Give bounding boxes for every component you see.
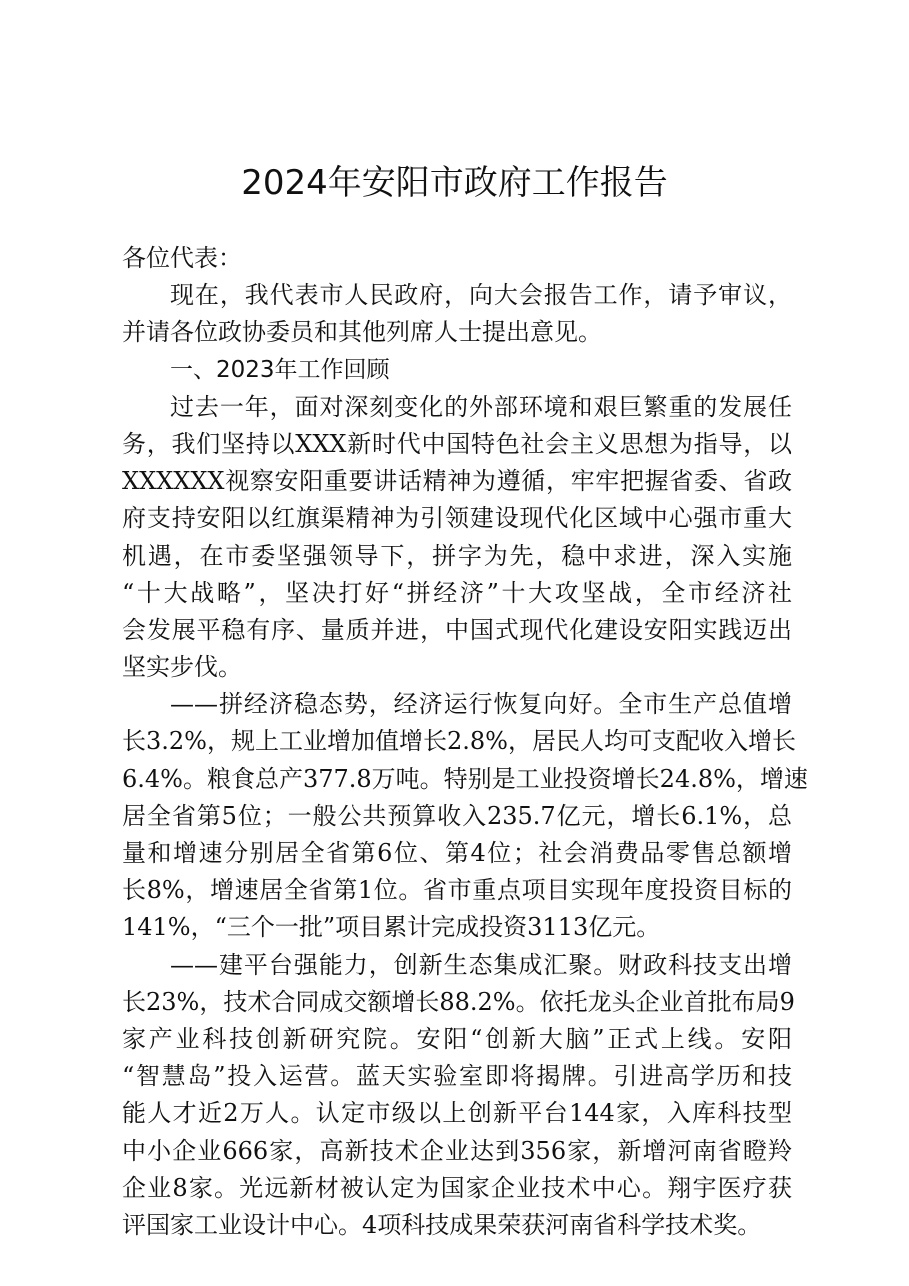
paragraph-line: 141%，“三个一批”项目累计完成投资3113亿元。 (122, 913, 661, 942)
paragraph-line: 量和增速分别居全省第6位、第4位；社会消费品零售总额增 (122, 839, 792, 867)
paragraph-line: 过去一年，面对深刻变化的外部环境和艰巨繁重的发展任 (170, 392, 792, 421)
paragraph-line: 现在，我代表市人民政府，向大会报告工作，请予审议， (170, 281, 792, 310)
paragraph-line: ——拼经济稳态势，经济运行恢复向好。全市生产总值增 (170, 690, 792, 719)
paragraph-line: 评国家工业设计中心。4项科技成果荣获河南省科学技术奖。 (122, 1210, 762, 1239)
paragraph-line: 机遇，在市委坚强领导下，拼字为先，稳中求进，深入实施 (122, 541, 792, 570)
salutation-line: 各位代表： (122, 244, 242, 272)
paragraph-line: XXXXXX视察安阳重要讲话精神为遵循，牢牢把握省委、省政 (122, 467, 792, 496)
paragraph-line: ——建平台强能力，创新生态集成汇聚。财政科技支出增 (170, 950, 792, 979)
paragraph-line: 企业8家。光远新材被认定为国家企业技术中心。翔宇医疗获 (122, 1173, 792, 1202)
paragraph-line: 府支持安阳以红旗渠精神为引领建设现代化区域中心强市重大 (122, 504, 792, 533)
section-heading: 一、2023年工作回顾 (170, 356, 390, 383)
paragraph-line: 居全省第5位；一般公共预算收入235.7亿元，增长6.1%，总 (122, 801, 792, 830)
document-title: 2024年安阳市政府工作报告 (241, 163, 668, 203)
paragraph-line: 长23%，技术合同成交额增长88.2%。依托龙头企业首批布局9 (122, 987, 795, 1016)
paragraph-line: 家产业科技创新研究院。安阳“创新大脑”正式上线。安阳 (122, 1024, 792, 1053)
paragraph-line: 坚实步伐。 (122, 653, 242, 682)
document-body (122, 240, 808, 1244)
paragraph-line: 并请各位政协委员和其他列席人士提出意见。 (122, 318, 602, 347)
paragraph-line: 长3.2%，规上工业增加值增长2.8%，居民人均可支配收入增长 (122, 727, 796, 756)
paragraph-line: 6.4%。粮食总产377.8万吨。特别是工业投资增长24.8%，增速 (122, 764, 808, 793)
paragraph-line: 能人才近2万人。认定市级以上创新平台144家，入库科技型 (122, 1099, 792, 1128)
paragraph-line: “十大战略”，坚决打好“拼经济”十大攻坚战，全市经济社 (122, 578, 792, 607)
paragraph-line: 务，我们坚持以XXX新时代中国特色社会主义思想为指导，以 (122, 429, 792, 458)
paragraph-line: “智慧岛”投入运营。蓝天实验室即将揭牌。引进高学历和技 (122, 1062, 792, 1091)
paragraph-line: 长8%，增速居全省第1位。省市重点项目实现年度投资目标的 (122, 876, 792, 905)
paragraph-line: 会发展平稳有序、量质并进，中国式现代化建设安阳实践迈出 (122, 615, 792, 644)
paragraph-line: 中小企业666家，高新技术企业达到356家，新增河南省瞪羚 (122, 1136, 792, 1165)
